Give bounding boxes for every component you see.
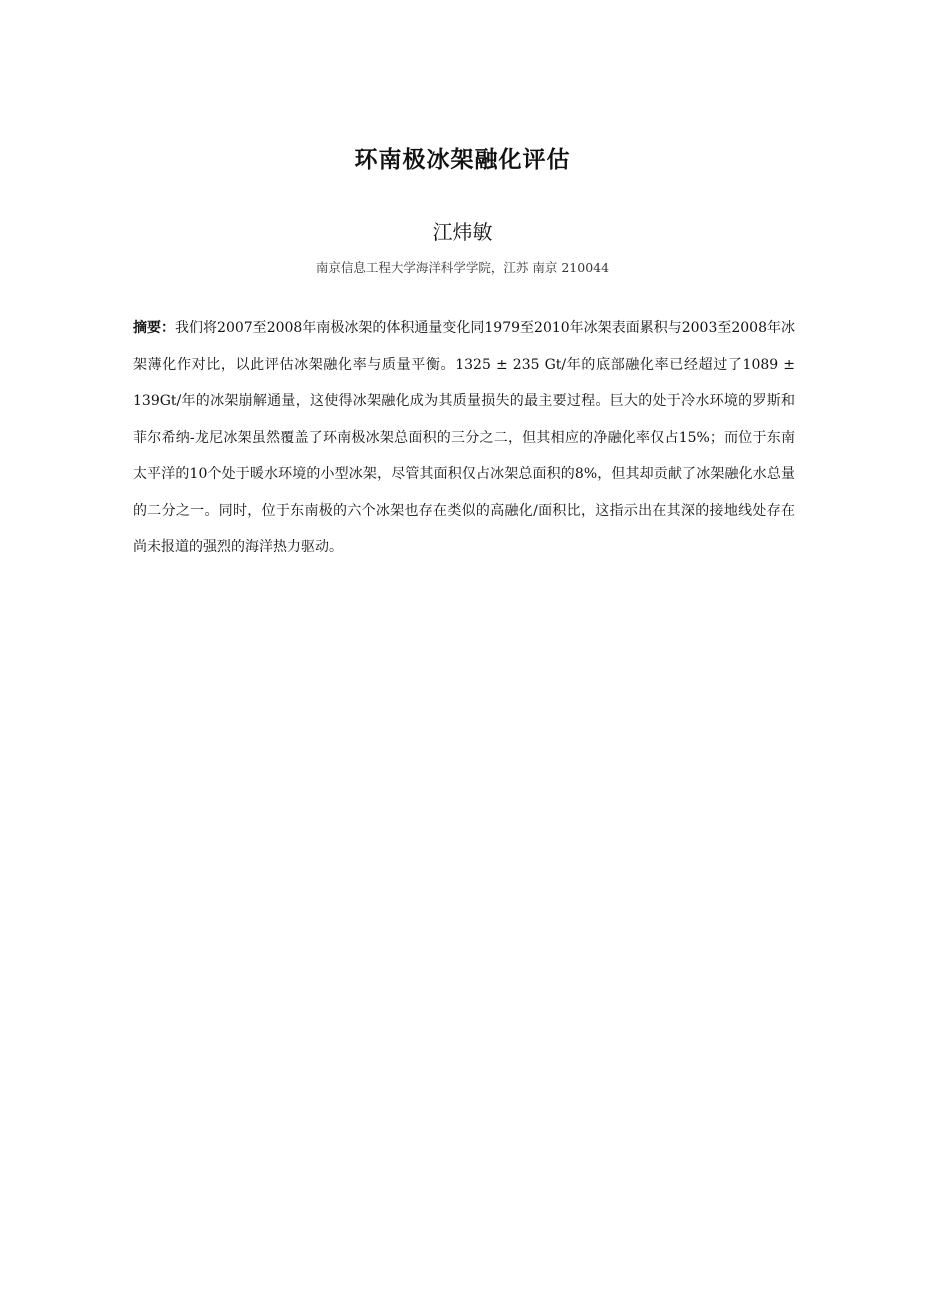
abstract-label: 摘要： bbox=[133, 320, 176, 336]
abstract-text: 我们将2007至2008年南极冰架的体积通量变化同1979至2010年冰架表面累积与2003至2008年冰架薄化作对比，以此评估冰架融化率与质量平衡。1325 ± 235 Gt/年的底部融化率已经超过了1089 ± 139Gt/年的冰架崩解通量，这使得冰架融化成为其质量损失的最主要过程。巨大的处于冷水环境的罗斯和菲尔希纳-龙尼冰架虽然覆盖了环南极冰架总面积的三分之二，但其相应的净融化率仅占15%；而位于东南太平洋的10个处于暖水环境的小型冰架，尽管其面积仅占冰架总面积的8%，但其却贡献了冰架融化水总量的二分之一。同时，位于东南极的六个冰架也存在类似的高融化/面积比，这指示出在其深的接地线处存在尚未报道的强烈的海洋热力驱动。 bbox=[133, 320, 796, 555]
author-name: 江炜敏 bbox=[432, 220, 493, 244]
author-affiliation: 南京信息工程大学海洋科学学院，江苏 南京 210044 bbox=[315, 260, 610, 275]
abstract bbox=[133, 310, 795, 566]
paper-title: 环南极冰架融化评估 bbox=[354, 147, 571, 173]
